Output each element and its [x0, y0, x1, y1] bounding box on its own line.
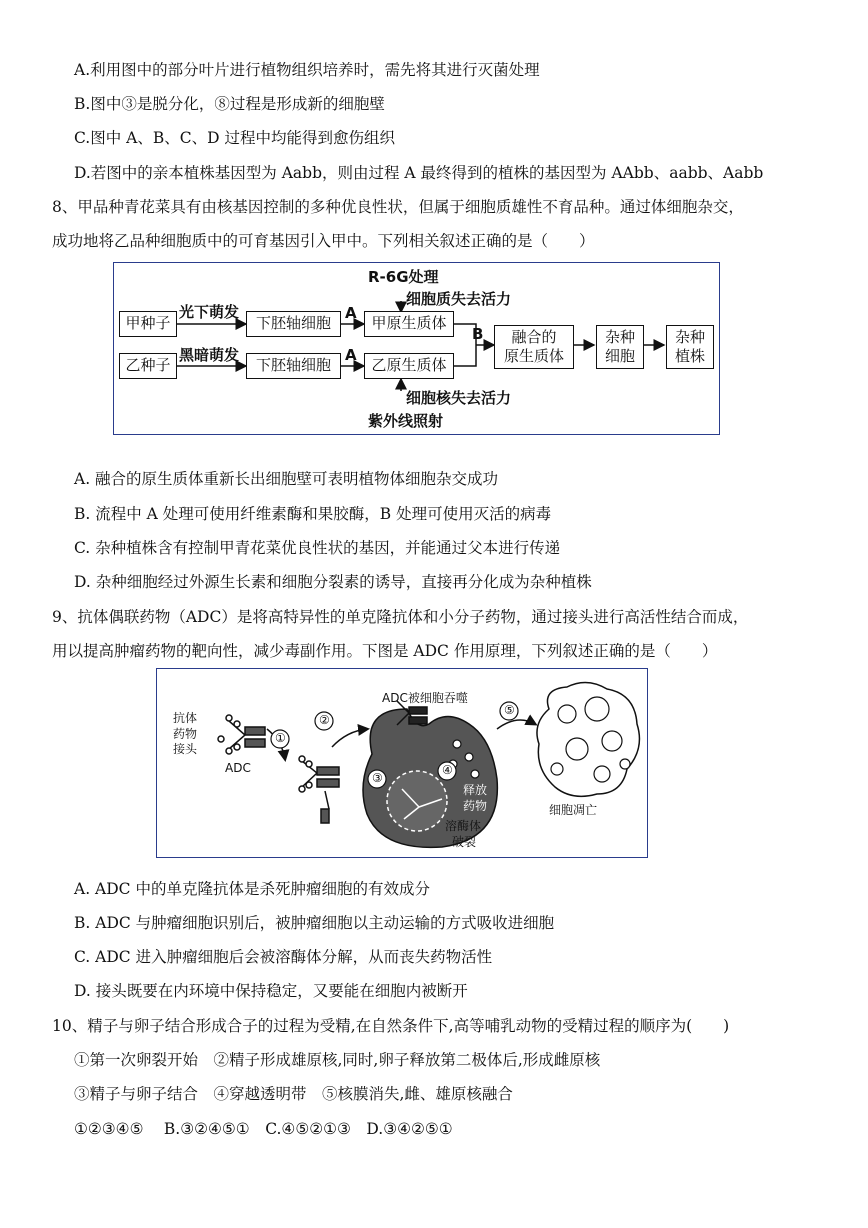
- apoptosis-label: 细胞凋亡: [549, 803, 598, 817]
- q8-option-d: D. 杂种细胞经过外源生长素和细胞分裂素的诱导，直接再分化成为杂种植株: [74, 573, 592, 591]
- step-1-label: ①: [275, 731, 286, 745]
- q10-items-line2: ③精子与卵子结合 ④穿越透明带 ⑤核膜消失,雌、雄原核融合: [74, 1085, 513, 1103]
- antibody-label: 抗体: [173, 711, 198, 725]
- adc-label: ADC: [225, 761, 251, 775]
- step-2-label: ②: [319, 713, 330, 727]
- q9-option-d: D. 接头既要在内环境中保持稳定，又要能在细胞内被断开: [74, 982, 468, 1000]
- cytoplasm-inactive-label: 细胞质失去活力: [406, 290, 512, 308]
- linker-label: 接头: [173, 742, 198, 756]
- r6g-treatment-label: R-6G处理: [368, 268, 439, 286]
- hybrid-plant-line2: 植株: [674, 347, 705, 365]
- step-3-label: ③: [372, 771, 383, 785]
- q9-stem-line2: 用以提高肿瘤药物的靶向性，减少毒副作用。下图是 ADC 作用原理，下列叙述正确的是（ ）: [52, 642, 718, 660]
- q7-option-c: C.图中 A、B、C、D 过程中均能得到愈伤组织: [74, 129, 395, 147]
- q9-option-b: B. ADC 与肿瘤细胞识别后，被肿瘤细胞以主动运输的方式吸收进细胞: [74, 914, 555, 932]
- step-a-label-top: A: [345, 304, 357, 322]
- q8-stem-line2: 成功地将乙品种细胞质中的可育基因引入甲中。下列相关叙述正确的是（ ）: [52, 232, 595, 250]
- q7-option-d: D.若图中的亲本植株基因型为 Aabb，则由过程 A 最终得到的植株的基因型为 AAbb、aabb、Aabb: [74, 164, 764, 182]
- hypocotyl-a-box: 下胚轴细胞: [246, 311, 341, 337]
- protoplast-a-box: 甲原生质体: [364, 311, 454, 337]
- drug-label: 药物: [173, 727, 198, 741]
- q10-items-line1: ①第一次卵裂开始 ②精子形成雄原核,同时,卵子释放第二极体后,形成雌原核: [74, 1051, 601, 1069]
- q9-option-c: C. ADC 进入肿瘤细胞后会被溶酶体分解，从而丧失药物活性: [74, 948, 493, 966]
- q10-choices: ①②③④⑤ B.③②④⑤① C.④⑤②①③ D.③④②⑤①: [74, 1120, 453, 1138]
- step-5-label: ⑤: [504, 703, 515, 717]
- hybrid-plant-box: [666, 325, 714, 369]
- adc-engulfed-label: ADC被细胞吞噬: [382, 691, 468, 705]
- lysosome-label-2: 破裂: [452, 835, 477, 849]
- hybrid-cell-box: [596, 325, 644, 369]
- hybrid-cell-line1: 杂种: [604, 328, 635, 346]
- dark-germination-label: 黑暗萌发: [179, 346, 240, 364]
- seed-a-box: 甲种子: [119, 311, 177, 337]
- hypocotyl-b-box: 下胚轴细胞: [246, 353, 341, 379]
- q9-option-a: A. ADC 中的单克隆抗体是杀死肿瘤细胞的有效成分: [74, 880, 430, 898]
- q7-option-a: A.利用图中的部分叶片进行植物组织培养时，需先将其进行灭菌处理: [74, 61, 540, 79]
- release-label-2: 药物: [463, 799, 488, 813]
- step-4-label: ④: [442, 763, 453, 777]
- lysosome-label-1: 溶酶体: [445, 819, 482, 833]
- nucleus-inactive-label: 细胞核失去活力: [406, 389, 512, 407]
- step-a-label-bottom: A: [345, 346, 357, 364]
- q9-figure: [156, 668, 648, 858]
- q8-figure: [113, 262, 720, 435]
- q9-stem-line1: 9、抗体偶联药物（ADC）是将高特异性的单克隆抗体和小分子药物，通过接头进行高活性结合而成，: [52, 608, 749, 626]
- protoplast-b-box: 乙原生质体: [364, 353, 454, 379]
- seed-b-box: 乙种子: [119, 353, 177, 379]
- q8-stem-line1: 8、甲品种青花菜具有由核基因控制的多种优良性状，但属于细胞质雄性不育品种。通过体细胞杂交，: [52, 198, 744, 216]
- uv-irradiation-label: 紫外线照射: [368, 412, 444, 430]
- fused-protoplast-box: [494, 325, 574, 369]
- q8-option-b: B. 流程中 A 处理可使用纤维素酶和果胶酶，B 处理可使用灭活的病毒: [74, 505, 552, 523]
- fused-protoplast-line1: 融合的: [511, 328, 557, 346]
- hybrid-cell-line2: 细胞: [604, 347, 635, 365]
- hybrid-plant-line1: 杂种: [674, 328, 705, 346]
- step-b-label: B: [472, 325, 484, 343]
- release-label-1: 释放: [463, 783, 488, 797]
- q10-stem: 10、精子与卵子结合形成合子的过程为受精,在自然条件下,高等哺乳动物的受精过程的顺序为( ): [52, 1017, 730, 1035]
- q8-option-a: A. 融合的原生质体重新长出细胞壁可表明植物体细胞杂交成功: [74, 470, 499, 488]
- light-germination-label: 光下萌发: [179, 303, 240, 321]
- fused-protoplast-line2: 原生质体: [503, 347, 564, 365]
- q8-option-c: C. 杂种植株含有控制甲青花菜优良性状的基因，并能通过父本进行传递: [74, 539, 561, 557]
- q7-option-b: B.图中③是脱分化，⑧过程是形成新的细胞壁: [74, 95, 385, 113]
